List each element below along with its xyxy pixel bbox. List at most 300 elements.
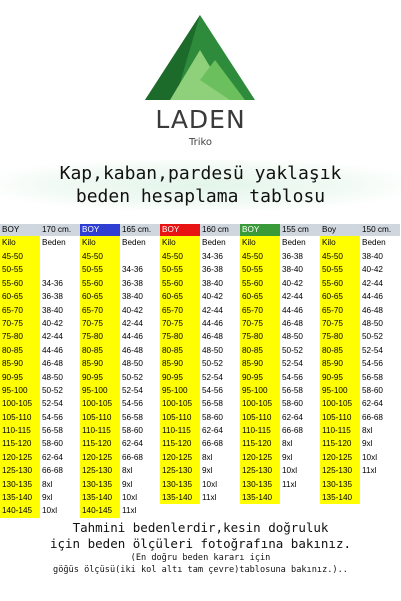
table-row bbox=[80, 411, 160, 424]
table-row bbox=[80, 263, 160, 276]
table-row bbox=[320, 304, 400, 317]
table-row bbox=[0, 491, 80, 504]
kilo-cell: 85-90 bbox=[0, 357, 40, 370]
size-table bbox=[0, 224, 80, 518]
table-row bbox=[80, 384, 160, 397]
kilo-cell: 45-50 bbox=[0, 250, 40, 263]
kilo-cell: 65-70 bbox=[0, 304, 40, 317]
table-row bbox=[80, 357, 160, 370]
table-row bbox=[0, 384, 80, 397]
beden-header: Beden bbox=[362, 238, 386, 247]
kilo-cell: 45-50 bbox=[80, 250, 120, 263]
table-header bbox=[80, 224, 160, 236]
beden-cell: 40-42 bbox=[202, 292, 223, 302]
table-row bbox=[320, 357, 400, 370]
height-label: 150 cm. bbox=[360, 224, 400, 236]
kilo-header: Kilo bbox=[320, 236, 360, 250]
kilo-cell: 90-95 bbox=[0, 371, 40, 384]
beden-cell: 10xl bbox=[362, 452, 378, 462]
kilo-cell: 75-80 bbox=[320, 330, 360, 343]
height-label: 170 cm. bbox=[40, 224, 80, 236]
table-row bbox=[160, 304, 240, 317]
footer-line-3: (En doğru beden kararı için bbox=[130, 553, 271, 563]
beden-cell: 40-42 bbox=[122, 305, 143, 315]
footer-line-1: Tahmini bedenlerdir,kesin doğruluk bbox=[72, 520, 329, 535]
table-row bbox=[160, 317, 240, 330]
table-row bbox=[240, 250, 320, 263]
beden-cell: 9xl bbox=[202, 466, 213, 476]
beden-cell: 9xl bbox=[42, 493, 53, 503]
table-row bbox=[240, 277, 320, 290]
kilo-cell: 115-120 bbox=[80, 437, 120, 450]
column-headers bbox=[0, 236, 80, 250]
table-row bbox=[80, 330, 160, 343]
table-row bbox=[320, 464, 400, 477]
kilo-cell: 110-115 bbox=[320, 424, 360, 437]
kilo-cell: 45-50 bbox=[320, 250, 360, 263]
table-row bbox=[160, 411, 240, 424]
kilo-cell: 75-80 bbox=[160, 330, 200, 343]
kilo-cell: 65-70 bbox=[160, 304, 200, 317]
beden-cell: 62-64 bbox=[122, 439, 143, 449]
table-row bbox=[80, 451, 160, 464]
beden-cell: 48-50 bbox=[202, 345, 223, 355]
kilo-cell: 55-60 bbox=[240, 277, 280, 290]
table-row bbox=[240, 357, 320, 370]
boy-label: BOY bbox=[80, 224, 120, 236]
beden-header: Beden bbox=[122, 238, 146, 247]
beden-cell: 66-68 bbox=[282, 426, 303, 436]
beden-cell: 62-64 bbox=[362, 399, 383, 409]
table-row bbox=[0, 250, 80, 263]
table-row bbox=[80, 371, 160, 384]
beden-cell: 44-46 bbox=[122, 332, 143, 342]
beden-cell: 42-44 bbox=[202, 305, 223, 315]
kilo-cell: 50-55 bbox=[0, 263, 40, 276]
table-row bbox=[0, 317, 80, 330]
beden-cell bbox=[40, 263, 80, 276]
table-row bbox=[160, 384, 240, 397]
beden-cell: 8xl bbox=[42, 479, 53, 489]
kilo-cell: 125-130 bbox=[0, 464, 40, 477]
beden-cell: 46-48 bbox=[282, 318, 303, 328]
brand-logo bbox=[0, 0, 401, 160]
beden-cell: 58-60 bbox=[362, 385, 383, 395]
table-row bbox=[240, 330, 320, 343]
beden-cell: 10xl bbox=[42, 506, 58, 516]
beden-cell: 10xl bbox=[202, 479, 218, 489]
table-row bbox=[240, 437, 320, 450]
kilo-cell: 130-135 bbox=[80, 478, 120, 491]
table-row bbox=[160, 371, 240, 384]
beden-cell: 66-68 bbox=[202, 439, 223, 449]
kilo-cell: 125-130 bbox=[240, 464, 280, 477]
kilo-cell: 130-135 bbox=[0, 478, 40, 491]
beden-cell: 58-60 bbox=[122, 426, 143, 436]
kilo-cell: 70-75 bbox=[80, 317, 120, 330]
kilo-cell: 120-125 bbox=[240, 451, 280, 464]
table-row bbox=[320, 277, 400, 290]
table-row bbox=[160, 464, 240, 477]
table-row bbox=[240, 397, 320, 410]
height-label: 160 cm bbox=[200, 224, 240, 236]
beden-cell: 40-42 bbox=[362, 265, 383, 275]
table-row bbox=[320, 290, 400, 303]
kilo-cell: 100-105 bbox=[160, 397, 200, 410]
beden-cell: 38-40 bbox=[122, 292, 143, 302]
table-row bbox=[240, 478, 320, 491]
beden-cell: 52-54 bbox=[42, 399, 63, 409]
boy-label: BOY bbox=[160, 224, 200, 236]
table-row bbox=[0, 504, 80, 517]
table-row bbox=[0, 411, 80, 424]
beden-cell: 42-44 bbox=[362, 278, 383, 288]
table-row bbox=[320, 397, 400, 410]
brand-subtitle: Triko bbox=[188, 137, 213, 148]
beden-cell: 40-42 bbox=[282, 278, 303, 288]
beden-cell bbox=[360, 491, 400, 504]
table-row bbox=[240, 263, 320, 276]
kilo-cell: 70-75 bbox=[160, 317, 200, 330]
kilo-cell: 135-140 bbox=[0, 491, 40, 504]
table-row bbox=[320, 411, 400, 424]
beden-cell: 10xl bbox=[122, 493, 138, 503]
table-row bbox=[240, 424, 320, 437]
kilo-cell: 60-65 bbox=[0, 290, 40, 303]
table-row bbox=[240, 304, 320, 317]
kilo-cell: 50-55 bbox=[160, 263, 200, 276]
beden-header: Beden bbox=[42, 238, 66, 247]
table-row bbox=[160, 344, 240, 357]
beden-cell: 8xl bbox=[282, 439, 293, 449]
beden-cell bbox=[360, 478, 400, 491]
beden-cell: 42-44 bbox=[42, 332, 63, 342]
table-row bbox=[240, 491, 320, 504]
table-row bbox=[320, 437, 400, 450]
beden-cell: 36-38 bbox=[42, 292, 63, 302]
kilo-cell: 135-140 bbox=[320, 491, 360, 504]
kilo-cell: 95-100 bbox=[160, 384, 200, 397]
beden-cell: 44-46 bbox=[202, 318, 223, 328]
size-table bbox=[160, 224, 240, 518]
beden-cell: 38-40 bbox=[282, 265, 303, 275]
beden-header: Beden bbox=[282, 238, 306, 247]
kilo-cell: 125-130 bbox=[160, 464, 200, 477]
kilo-cell: 105-110 bbox=[0, 411, 40, 424]
beden-cell: 36-38 bbox=[282, 252, 303, 261]
column-headers bbox=[240, 236, 320, 250]
boy-label: BOY bbox=[240, 224, 280, 236]
beden-cell: 11xl bbox=[362, 466, 377, 476]
beden-cell: 52-54 bbox=[282, 359, 303, 369]
title-line-1: Kap,kaban,pardesü yaklaşık bbox=[59, 163, 342, 184]
table-row bbox=[0, 263, 80, 276]
beden-cell: 52-54 bbox=[362, 345, 383, 355]
beden-cell: 56-58 bbox=[42, 426, 63, 436]
kilo-cell: 80-85 bbox=[240, 344, 280, 357]
kilo-cell: 120-125 bbox=[320, 451, 360, 464]
table-row bbox=[0, 290, 80, 303]
table-row bbox=[80, 277, 160, 290]
kilo-cell: 55-60 bbox=[320, 277, 360, 290]
kilo-cell: 100-105 bbox=[80, 397, 120, 410]
table-row bbox=[160, 250, 240, 263]
table-row bbox=[0, 464, 80, 477]
beden-cell: 54-56 bbox=[122, 399, 143, 409]
beden-cell: 46-48 bbox=[202, 332, 223, 342]
kilo-cell: 90-95 bbox=[320, 371, 360, 384]
mountain-logo-icon bbox=[0, 0, 401, 110]
table-row bbox=[160, 504, 240, 517]
beden-cell: 56-58 bbox=[282, 385, 303, 395]
beden-cell bbox=[280, 491, 320, 504]
beden-cell: 42-44 bbox=[122, 318, 143, 328]
beden-cell: 8xl bbox=[202, 452, 213, 462]
beden-cell: 46-48 bbox=[42, 359, 63, 369]
beden-header: Beden bbox=[202, 238, 226, 247]
beden-cell bbox=[120, 250, 160, 263]
kilo-cell: 45-50 bbox=[160, 250, 200, 263]
beden-cell: 56-58 bbox=[122, 412, 143, 422]
kilo-cell: 50-55 bbox=[80, 263, 120, 276]
table-row bbox=[0, 330, 80, 343]
beden-cell: 42-44 bbox=[282, 292, 303, 302]
beden-cell: 62-64 bbox=[42, 452, 63, 462]
kilo-cell: 85-90 bbox=[160, 357, 200, 370]
kilo-cell: 80-85 bbox=[0, 344, 40, 357]
kilo-cell: 100-105 bbox=[320, 397, 360, 410]
table-row bbox=[0, 437, 80, 450]
kilo-cell: 95-100 bbox=[240, 384, 280, 397]
table-row bbox=[0, 451, 80, 464]
kilo-cell: 100-105 bbox=[240, 397, 280, 410]
kilo-cell: 85-90 bbox=[320, 357, 360, 370]
kilo-cell: 80-85 bbox=[320, 344, 360, 357]
table-row bbox=[320, 491, 400, 504]
beden-cell: 40-42 bbox=[42, 318, 63, 328]
table-row bbox=[320, 330, 400, 343]
table-row bbox=[80, 304, 160, 317]
beden-cell: 46-48 bbox=[362, 305, 383, 315]
beden-cell: 66-68 bbox=[42, 466, 63, 476]
kilo-cell: 125-130 bbox=[80, 464, 120, 477]
table-row bbox=[0, 344, 80, 357]
table-row bbox=[160, 437, 240, 450]
table-header bbox=[160, 224, 240, 236]
table-row bbox=[160, 290, 240, 303]
beden-cell: 38-40 bbox=[202, 278, 223, 288]
height-label: 155 cm bbox=[280, 224, 320, 236]
beden-cell bbox=[360, 504, 400, 517]
beden-cell: 50-52 bbox=[42, 385, 63, 395]
kilo-cell: 65-70 bbox=[320, 304, 360, 317]
kilo-cell: 100-105 bbox=[0, 397, 40, 410]
footer-line-2: için beden ölçüleri fotoğrafına bakınız. bbox=[49, 536, 352, 551]
table-row bbox=[320, 371, 400, 384]
beden-cell: 34-36 bbox=[202, 252, 223, 261]
kilo-cell: 140-145 bbox=[0, 504, 40, 517]
kilo-header: Kilo bbox=[0, 236, 40, 250]
table-row bbox=[320, 384, 400, 397]
kilo-cell: 110-115 bbox=[240, 424, 280, 437]
table-row bbox=[160, 263, 240, 276]
kilo-cell: 140-145 bbox=[80, 504, 120, 517]
height-label: 165 cm. bbox=[120, 224, 160, 236]
table-row bbox=[320, 451, 400, 464]
table-row bbox=[80, 478, 160, 491]
kilo-cell bbox=[160, 504, 200, 517]
table-row bbox=[0, 277, 80, 290]
size-table bbox=[240, 224, 320, 518]
beden-cell: 9xl bbox=[362, 439, 373, 449]
table-row bbox=[320, 317, 400, 330]
beden-cell: 62-64 bbox=[282, 412, 303, 422]
table-row bbox=[80, 317, 160, 330]
beden-cell: 38-40 bbox=[362, 252, 383, 261]
table-row bbox=[0, 357, 80, 370]
beden-cell: 52-54 bbox=[202, 372, 223, 382]
beden-cell bbox=[200, 504, 240, 517]
table-row bbox=[320, 478, 400, 491]
table-row bbox=[320, 424, 400, 437]
kilo-cell: 60-65 bbox=[320, 290, 360, 303]
table-row bbox=[0, 371, 80, 384]
table-row bbox=[80, 424, 160, 437]
table-row bbox=[160, 451, 240, 464]
beden-cell: 8xl bbox=[122, 466, 133, 476]
beden-cell: 44-46 bbox=[42, 345, 63, 355]
beden-cell: 50-52 bbox=[202, 359, 223, 369]
beden-cell: 38-40 bbox=[42, 305, 63, 315]
beden-cell: 50-52 bbox=[282, 345, 303, 355]
table-row bbox=[0, 304, 80, 317]
beden-cell: 66-68 bbox=[122, 452, 143, 462]
beden-cell: 34-36 bbox=[42, 278, 63, 288]
kilo-cell: 85-90 bbox=[80, 357, 120, 370]
beden-cell: 54-56 bbox=[362, 359, 383, 369]
kilo-cell: 60-65 bbox=[160, 290, 200, 303]
size-table bbox=[320, 224, 400, 518]
kilo-cell: 60-65 bbox=[240, 290, 280, 303]
column-headers bbox=[320, 236, 400, 250]
table-header bbox=[240, 224, 320, 236]
kilo-cell: 105-110 bbox=[320, 411, 360, 424]
kilo-cell: 60-65 bbox=[80, 290, 120, 303]
kilo-cell: 90-95 bbox=[240, 371, 280, 384]
kilo-cell: 55-60 bbox=[80, 277, 120, 290]
kilo-cell: 135-140 bbox=[240, 491, 280, 504]
kilo-cell: 50-55 bbox=[320, 263, 360, 276]
kilo-cell: 105-110 bbox=[160, 411, 200, 424]
beden-cell: 66-68 bbox=[362, 412, 383, 422]
kilo-header: Kilo bbox=[160, 236, 200, 250]
beden-cell: 58-60 bbox=[282, 399, 303, 409]
beden-cell: 10xl bbox=[282, 466, 298, 476]
beden-cell: 62-64 bbox=[202, 426, 223, 436]
table-row bbox=[240, 464, 320, 477]
kilo-cell: 70-75 bbox=[320, 317, 360, 330]
kilo-cell: 70-75 bbox=[0, 317, 40, 330]
kilo-header: Kilo bbox=[80, 236, 120, 250]
footer-line-4: göğüs ölçüsü(iki kol altı tam çevre)tablosuna bakınız.).. bbox=[53, 565, 348, 575]
table-row bbox=[80, 491, 160, 504]
kilo-cell: 120-125 bbox=[160, 451, 200, 464]
table-header bbox=[0, 224, 80, 236]
kilo-cell: 90-95 bbox=[80, 371, 120, 384]
column-headers bbox=[160, 236, 240, 250]
kilo-cell: 115-120 bbox=[240, 437, 280, 450]
kilo-cell: 75-80 bbox=[0, 330, 40, 343]
kilo-cell: 110-115 bbox=[80, 424, 120, 437]
beden-cell: 11xl bbox=[282, 479, 297, 489]
kilo-cell: 125-130 bbox=[320, 464, 360, 477]
kilo-cell: 80-85 bbox=[80, 344, 120, 357]
kilo-cell: 65-70 bbox=[80, 304, 120, 317]
beden-cell: 56-58 bbox=[362, 372, 383, 382]
beden-cell: 56-58 bbox=[202, 399, 223, 409]
boy-label: Boy bbox=[320, 224, 360, 236]
table-row bbox=[240, 371, 320, 384]
table-row bbox=[240, 384, 320, 397]
kilo-cell: 65-70 bbox=[240, 304, 280, 317]
table-row bbox=[160, 491, 240, 504]
kilo-cell: 115-120 bbox=[160, 437, 200, 450]
beden-cell: 48-50 bbox=[42, 372, 63, 382]
footer-note bbox=[0, 520, 401, 576]
brand-name: LADEN bbox=[155, 105, 246, 134]
boy-label: BOY bbox=[0, 224, 40, 236]
table-row bbox=[80, 344, 160, 357]
kilo-cell: 130-135 bbox=[240, 478, 280, 491]
table-row bbox=[160, 478, 240, 491]
table-row bbox=[320, 504, 400, 517]
kilo-cell bbox=[240, 504, 280, 517]
table-row bbox=[80, 397, 160, 410]
table-row bbox=[0, 397, 80, 410]
title-line-2: beden hesaplama tablosu bbox=[75, 186, 326, 207]
kilo-cell: 110-115 bbox=[160, 424, 200, 437]
table-row bbox=[0, 478, 80, 491]
kilo-cell: 95-100 bbox=[80, 384, 120, 397]
table-row bbox=[240, 504, 320, 517]
kilo-cell: 85-90 bbox=[240, 357, 280, 370]
kilo-cell: 130-135 bbox=[320, 478, 360, 491]
table-row bbox=[240, 451, 320, 464]
kilo-cell: 50-55 bbox=[240, 263, 280, 276]
kilo-cell: 80-85 bbox=[160, 344, 200, 357]
beden-cell: 44-46 bbox=[362, 292, 383, 302]
beden-cell: 58-60 bbox=[202, 412, 223, 422]
kilo-cell bbox=[320, 504, 360, 517]
table-row bbox=[320, 344, 400, 357]
table-row bbox=[0, 424, 80, 437]
kilo-cell: 105-110 bbox=[80, 411, 120, 424]
beden-cell bbox=[40, 250, 80, 263]
kilo-cell: 45-50 bbox=[240, 250, 280, 263]
beden-cell: 9xl bbox=[282, 452, 293, 462]
beden-cell: 8xl bbox=[362, 426, 373, 436]
beden-cell: 52-54 bbox=[122, 385, 143, 395]
table-row bbox=[320, 263, 400, 276]
table-row bbox=[240, 411, 320, 424]
table-row bbox=[80, 250, 160, 263]
beden-cell: 36-38 bbox=[122, 278, 143, 288]
table-row bbox=[240, 317, 320, 330]
table-row bbox=[80, 290, 160, 303]
table-row bbox=[160, 277, 240, 290]
kilo-cell: 95-100 bbox=[320, 384, 360, 397]
kilo-cell: 75-80 bbox=[240, 330, 280, 343]
